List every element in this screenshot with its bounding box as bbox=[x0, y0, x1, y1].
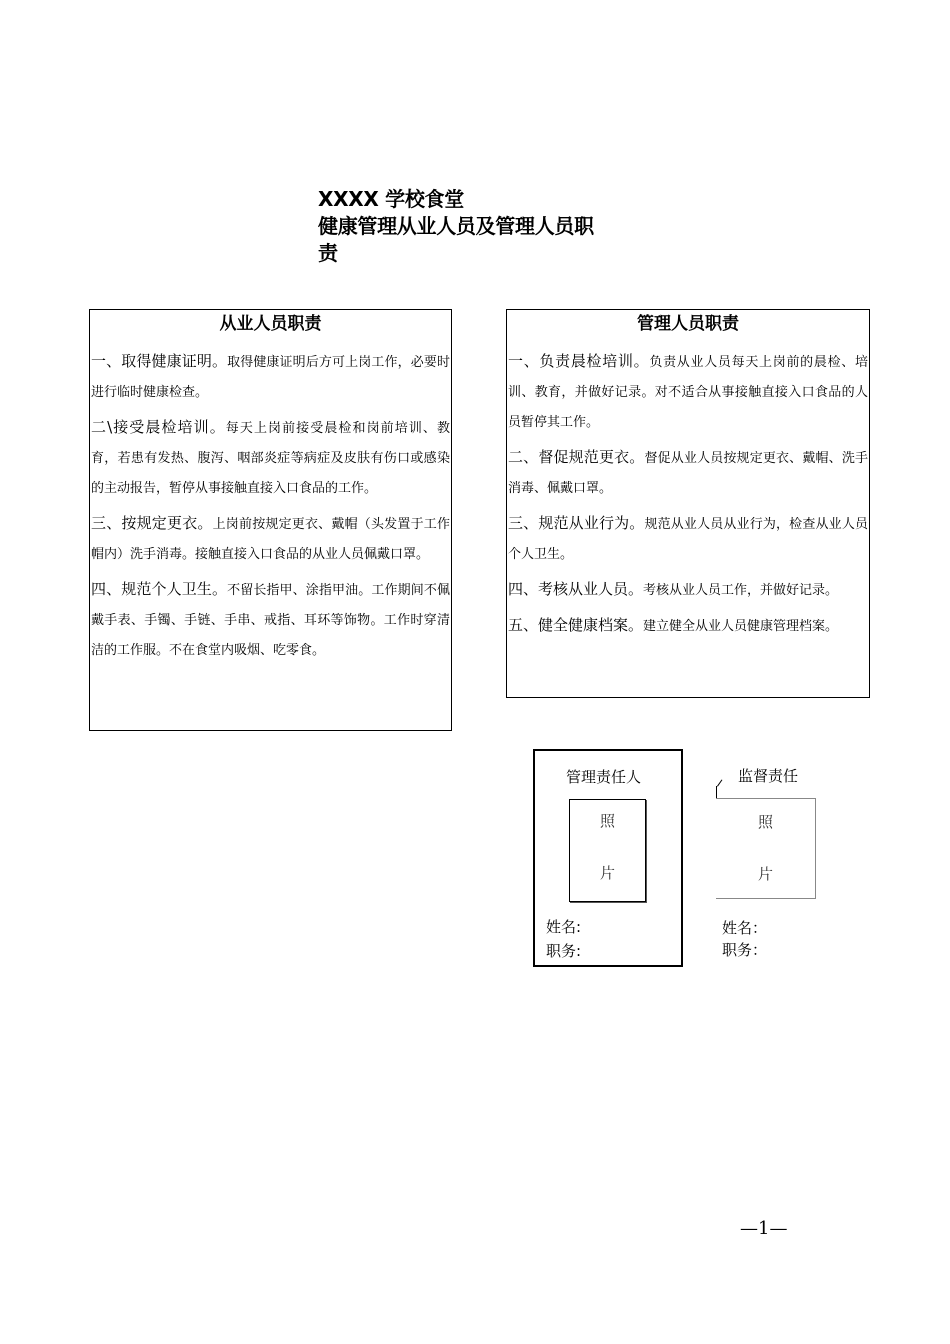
supervisor-name-label: 姓名： bbox=[722, 919, 768, 937]
photo-label-top: 照 bbox=[599, 812, 615, 830]
duty-body: 规范从业人员从业行为，检查从业人员个人卫生。 bbox=[508, 517, 868, 562]
supervisor-photo-placeholder bbox=[716, 798, 816, 899]
duty-lead: 二\接受晨检培训。 bbox=[91, 418, 226, 436]
supervisor-card-title: 监督责任 bbox=[738, 767, 799, 785]
staff-duties-box bbox=[89, 309, 452, 731]
duty-body: 取得健康证明后方可上岗工作，必要时进行临时健康检查。 bbox=[91, 355, 450, 400]
photo-label-bottom: 片 bbox=[599, 864, 615, 882]
title-line-3: 责 bbox=[318, 241, 338, 265]
duty-body: 督促从业人员按规定更衣、戴帽、洗手消毒、佩戴口罩。 bbox=[508, 451, 868, 496]
staff-duty-item bbox=[90, 508, 451, 570]
photo-label-top: 照 bbox=[757, 813, 773, 831]
duty-lead: 三、按规定更衣。 bbox=[91, 514, 213, 532]
duty-lead: 三、规范从业行为。 bbox=[508, 514, 645, 532]
manager-card-title: 管理责任人 bbox=[566, 768, 642, 786]
title-line-1: XXXX 学校食堂 bbox=[318, 187, 464, 211]
manager-duty-item bbox=[507, 346, 869, 438]
duty-body: 建立健全从业人员健康管理档案。 bbox=[643, 619, 839, 634]
duty-body: 考核从业人员工作，并做好记录。 bbox=[643, 583, 839, 598]
title-line-2: 健康管理从业人员及管理人员职 bbox=[318, 214, 594, 238]
duty-body: 不留长指甲、涂指甲油。工作期间不佩戴手表、手镯、手链、手串、戒指、耳环等饰物。工作时穿清洁的工作服。不在食堂内吸烟、吃零食。 bbox=[91, 583, 450, 658]
manager-position-label: 职务: bbox=[546, 942, 582, 960]
staff-duty-item bbox=[90, 574, 451, 666]
staff-duty-item bbox=[90, 346, 451, 408]
staff-duties-heading: 从业人员职责 bbox=[219, 314, 322, 334]
duty-body: 上岗前按规定更衣、戴帽（头发置于工作帽内）洗手消毒。接触直接入口食品的从业人员佩戴口罩。 bbox=[91, 517, 450, 562]
manager-photo-placeholder bbox=[569, 799, 646, 902]
manager-duty-item bbox=[507, 442, 869, 504]
manager-duties-box bbox=[506, 309, 870, 698]
duty-lead: 四、考核从业人员。 bbox=[508, 580, 644, 598]
manager-duty-item bbox=[507, 610, 869, 642]
duty-lead: 四、规范个人卫生。 bbox=[91, 580, 228, 598]
duty-lead: 一、取得健康证明。 bbox=[91, 352, 228, 370]
manager-name-label: 姓名: bbox=[546, 918, 582, 936]
duty-body: 负责从业人员每天上岗前的晨检、培训、教育，并做好记录。对不适合从事接触直接入口食品的人员暂停其工作。 bbox=[508, 355, 868, 430]
manager-duties-heading: 管理人员职责 bbox=[637, 314, 739, 334]
supervisor-position-label: 职务： bbox=[722, 941, 768, 959]
staff-duty-item bbox=[90, 412, 451, 504]
stray-mark bbox=[716, 786, 727, 798]
manager-duty-item bbox=[507, 508, 869, 570]
duty-lead: 五、健全健康档案。 bbox=[508, 616, 644, 634]
duty-body: 每天上岗前接受晨检和岗前培训、教育，若患有发热、腹泻、咽部炎症等病症及皮肤有伤口或感染的主动报告，暂停从事接触直接入口食品的工作。 bbox=[91, 421, 450, 496]
duty-lead: 一、负责晨检培训。 bbox=[508, 352, 650, 370]
photo-label-bottom: 片 bbox=[757, 865, 773, 883]
manager-duty-item bbox=[507, 574, 869, 606]
page-number: —1— bbox=[740, 1218, 788, 1239]
document-title bbox=[318, 186, 648, 267]
duty-lead: 二、督促规范更衣。 bbox=[508, 448, 645, 466]
